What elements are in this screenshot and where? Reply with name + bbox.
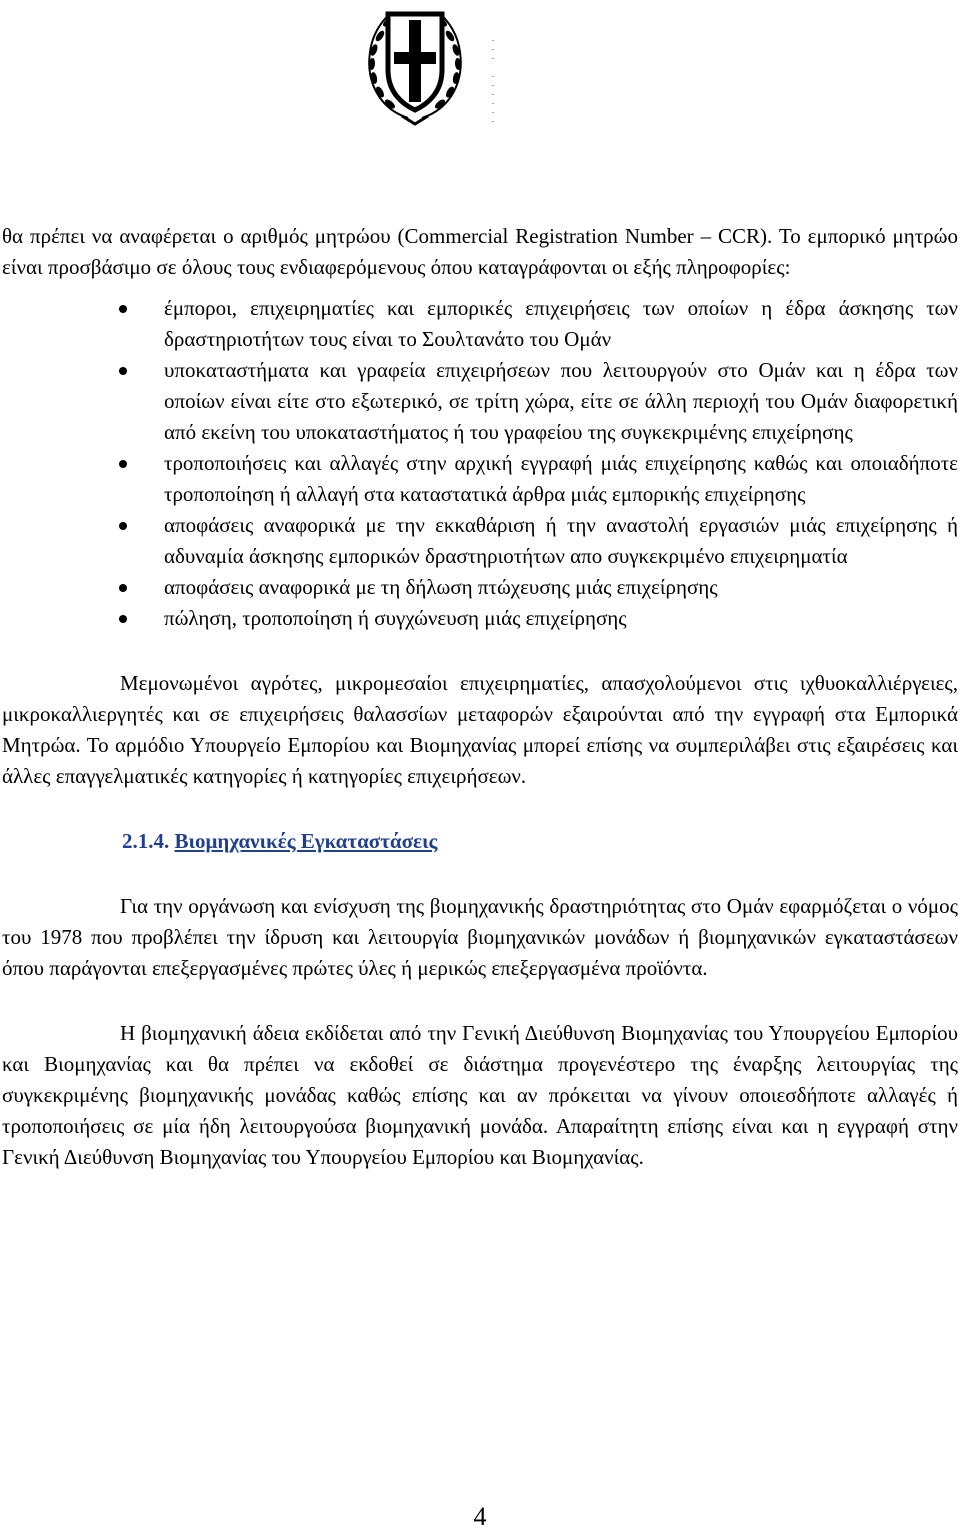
list-item [164, 293, 958, 355]
list-item-text: πώληση, τροποποίηση ή συγχώνευση μιάς επιχείρησης [164, 606, 627, 630]
list-item-text: έμποροι, επιχειρηματίες και εμπορικές επιχειρήσεις των οποίων η έδρα άσκησης των δραστηριοτήτων τους είναι το Σουλτανάτο του Ομάν [164, 296, 958, 351]
list-item [164, 510, 958, 572]
list-item [164, 572, 958, 603]
exemptions-paragraph: Μεμονωμένοι αγρότες, μικρομεσαίοι επιχειρηματίες, απασχολούμενοι στις ιχθυοκαλλιέργειες, μικροκαλλιεργητές και σε επιχειρήσεις θαλασσίων μεταφορών εξαιρούνται από την εγγραφή στα Εμπορικά Μητρώα. Το αρμόδιο Υπουργείο Εμπορίου και Βιομηχανίας μπορεί επίσης να συμπεριλάβει στις εξαιρέσεις και άλλες επαγγελματικές κατηγορίες ή κατηγορίες επιχειρήσεων. [2, 671, 958, 788]
registry-info-list [2, 293, 958, 634]
intro-paragraph: θα πρέπει να αναφέρεται ο αριθμός μητρώου (Commercial Registration Number – CCR). Το εμπορικό μητρώο είναι προσβάσιμο σε όλους τους ενδιαφερόμενους όπου καταγράφονται οι εξής πληροφορίες: [2, 224, 958, 279]
decorative-dots: · · · · · · · · · [491, 35, 495, 126]
bullet-icon [119, 522, 127, 530]
license-paragraph: Η βιομηχανική άδεια εκδίδεται από την Γενική Διεύθυνση Βιομηχανίας του Υπουργείου Εμπορίου και Βιομηχανίας και θα πρέπει να εκδοθεί σε διάστημα προγενέστερο της έναρξης λειτουργίας της συγκεκριμένης βιομηχανικής μονάδας καθώς επίσης και αν πρόκειται να γίνουν οποιεσδήποτε αλλαγές ή τροποποιήσεις σε μία ήδη λειτουργούσα βιομηχανική μονάδα. Απαραίτητη επίσης είναι και η εγγραφή στην Γενική Διεύθυνση Βιομηχανίας του Υπουργείου Εμπορίου και Βιομηχανίας. [2, 1021, 958, 1169]
list-item [164, 603, 958, 634]
document-body [2, 221, 958, 1173]
greek-coat-of-arms-icon [362, 0, 468, 128]
list-item [164, 355, 958, 448]
list-item-text: υποκαταστήματα και γραφεία επιχειρήσεων που λειτουργούν στο Ομάν και η έδρα των οποίων είναι είτε στο εξωτερικό, σε τρίτη χώρα, είτε σε άλλη περιοχή του Ομάν διαφορετική από εκείνη του υποκαταστήματος ή του γραφείου της συγκεκριμένης επιχείρησης [164, 358, 958, 444]
bullet-icon [119, 584, 127, 592]
industry-law-paragraph: Για την οργάνωση και ενίσχυση της βιομηχανικής δραστηριότητας στο Ομάν εφαρμόζεται ο νόμος του 1978 που προβλέπει την ίδρυση και λειτουργία βιομηχανικών μονάδων ή βιομηχανικών εγκαταστάσεων όπου παράγονται επεξεργασμένες πρώτες ύλες ή μερικώς επεξεργασμένα προϊόντα. [2, 894, 958, 980]
bullet-icon [119, 460, 127, 468]
section-heading [2, 826, 958, 857]
page-number: 4 [473, 1502, 487, 1531]
section-title: Βιομηχανικές Εγκαταστάσεις [174, 829, 438, 853]
bullet-icon [119, 305, 127, 313]
bullet-icon [119, 615, 127, 623]
section-number: 2.1.4. [122, 829, 170, 853]
list-item-text: τροποποιήσεις και αλλαγές στην αρχική εγγραφή μιάς επιχείρησης καθώς και οποιαδήποτε τροποποίηση ή αλλαγή στα καταστατικά άρθρα μιάς εμπορικής επιχείρησης [164, 451, 958, 506]
list-item [164, 448, 958, 510]
list-item-text: αποφάσεις αναφορικά με τη δήλωση πτώχευσης μιάς επιχείρησης [164, 575, 718, 599]
bullet-icon [119, 367, 127, 375]
list-item-text: αποφάσεις αναφορικά με την εκκαθάριση ή την αναστολή εργασιών μιάς επιχείρησης ή αδυναμία άσκησης εμπορικών δραστηριοτήτων απο συγκεκριμένο επιχειρηματία [164, 513, 958, 568]
